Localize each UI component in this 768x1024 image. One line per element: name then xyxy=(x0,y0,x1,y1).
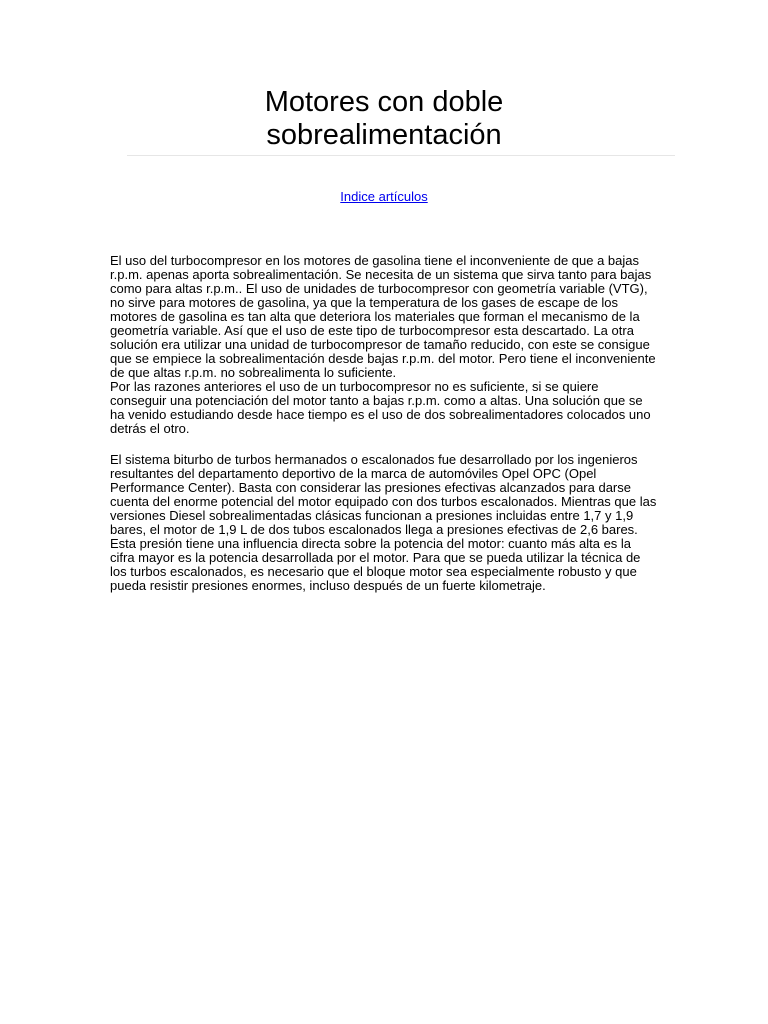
article-body xyxy=(110,254,658,593)
title-divider xyxy=(127,155,675,156)
article-paragraph-3: El sistema biturbo de turbos hermanados o escalonados fue desarrollado por los ingenieros resultantes del departamento deportivo de la marca de automóviles Opel OPC (Opel Performance Center). Basta con considerar las presiones efectivas alcanzados para darse cuenta del enorme potencial del motor equipado con dos turbos escalonados. Mientras que las versiones Diesel sobrealimentadas clásicas funcionan a presiones incluidas entre 1,7 y 1,9 bares, el motor de 1,9 L de dos tubos escalonados llega a presiones efectivas de 2,6 bares. Esta presión tiene una influencia directa sobre la potencia del motor: cuanto más alta es la cifra mayor es la potencia desarrollada por el motor. Para que se pueda utilizar la técnica de los turbos escalonados, es necesario que el bloque motor sea especialmente robusto y que pueda resistir presiones enormes, incluso después de un fuerte kilometraje. xyxy=(110,452,657,593)
page-title xyxy=(0,86,768,152)
index-link-container xyxy=(0,189,768,205)
page-title-line-2: sobrealimentación xyxy=(266,119,502,151)
article-paragraph-2: Por las razones anteriores el uso de un turbocompresor no es suficiente, si se quiere conseguir una potenciación del motor tanto a bajas r.p.m. como a altas. Una solución que se ha venido estudiando desde hace tiempo es el uso de dos sobrealimentadores colocados uno detrás el otro. xyxy=(110,379,651,436)
index-articles-link[interactable]: Indice artículos xyxy=(340,189,428,204)
article-paragraph-1: El uso del turbocompresor en los motores de gasolina tiene el inconveniente de que a bajas r.p.m. apenas aporta sobrealimentación. Se necesita de un sistema que sirva tanto para bajas como para altas r.p.m.. El uso de unidades de turbocompresor con geometría variable (VTG), no sirve para motores de gasolina, ya que la temperatura de los gases de escape de los motores de gasolina es tan alta que deteriora los materiales que forman el mecanismo de la geometría variable. Así que el uso de este tipo de turbocompresor esta descartado. La otra solución era utilizar una unidad de turbocompresor de tamaño reducido, con este se consigue que se empiece la sobrealimentación desde bajas r.p.m. del motor. Pero tiene el inconveniente de que altas r.p.m. no sobrealimenta lo suficiente. xyxy=(110,253,656,380)
page-title-line-1: Motores con doble xyxy=(264,86,504,118)
